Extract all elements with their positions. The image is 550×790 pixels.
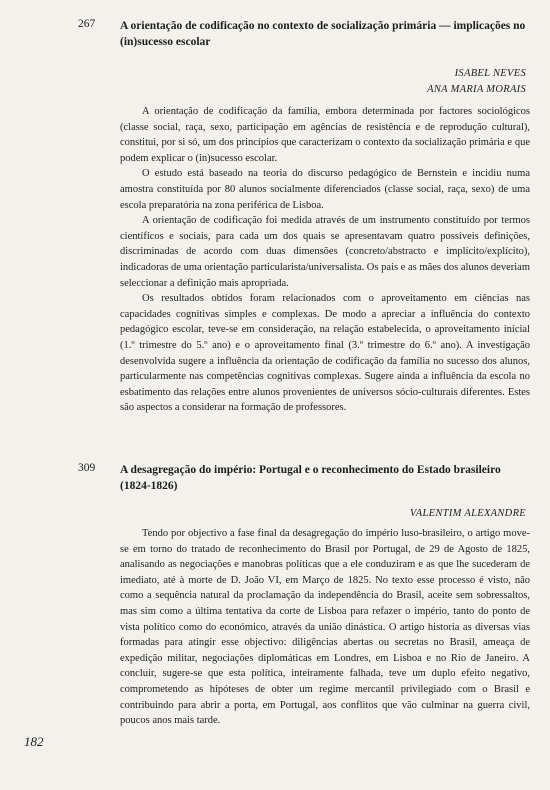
author-name: VALENTIM ALEXANDRE bbox=[409, 508, 526, 519]
abstract-paragraph: A orientação de codificação foi medida através de um instrumento constituído por termos científicos e sociais, para cada um dos quais se apresentavam quatro possíveis definições, discriminadas de acordo com duas dimensões (concreto/abstracto e implícito/explícito), indicadoras de uma orientação particularista/universalista. Os pais e as mães dos alunos deveriam seleccionar a definição mais apropriada. bbox=[120, 215, 530, 289]
page-number: 182 bbox=[24, 734, 44, 749]
author-name: ISABEL NEVES bbox=[454, 68, 526, 79]
entry-title: A desagregação do império: Portugal e o reconhecimento do Estado brasileiro (1824-1826) bbox=[120, 464, 501, 492]
entry-abstract bbox=[120, 526, 530, 729]
entry-abstract bbox=[120, 104, 530, 416]
abstract-paragraph: O estudo está baseado na teoria do discurso pedagógico de Bernstein e incidiu numa amostra constituída por 80 alunos socialmente diferenciados (classe social, raça, sexo) de uma escola preparatória na zona periférica de Lisboa. bbox=[120, 168, 530, 211]
entry-title: A orientação de codificação no contexto de socialização primária — implicações no (in)sucesso escolar bbox=[120, 20, 526, 48]
abstract-paragraph: Tendo por objectivo a fase final da desagregação do império luso-brasileiro, o artigo move-se em torno do tratado de reconhecimento do Brasil por Portugal, de 29 de Agosto de 1825, analisando as negociações e manobras políticas que a ele conduziram e as que lhe sucederam de imediato, até à morte de D. João VI, em Março de 1825. No texto esse processo é visto, não como a sequência natural da proclamação da independência do Brasil, aceite sem sobressaltos, mas sim como a última tentativa da corte de Lisboa para refazer o império, tanto do ponto de vista político como do económico, através da união dinástica. O artigo historia as diversas vias formadas para atingir esse objectivo: diligências abertas ou secretas no Brasil, ameaça de expedição militar, negociações diplomáticas em Londres, em Lisboa e no Rio de Janeiro. A concluir, sugere-se que esta política, inteiramente falhada, teve um duplo efeito negativo, comprometendo as hipóteses de obter um regime mercantil privilegiado com o Brasil e contribuindo para abrir a porta, em Portugal, aos conflitos que vão culminar na guerra civil, poucos anos mais tarde. bbox=[120, 528, 530, 727]
entry-number: 267 bbox=[78, 18, 96, 30]
author-name: ANA MARIA MORAIS bbox=[427, 84, 526, 95]
entry-number: 309 bbox=[78, 462, 96, 474]
abstract-paragraph: A orientação de codificação da família, embora determinada por factores sociológicos (classe social, raça, sexo, participação em agências de resistência e de reprodução cultural), constitui, por si só, um dos princípios que caracterizam o contexto da socialização primária e que podem explicar o (in)sucesso escolar. bbox=[120, 106, 530, 164]
abstract-paragraph: Os resultados obtidos foram relacionados com o aproveitamento em ciências nas capacidades cognitivas simples e complexas. De modo a apreciar a influência do contexto pedagógico escolar, teve-se em consideração, na relação estabelecida, o aproveitamento inicial (1.º trimestre do 5.º ano) e o aproveitamento final (3.º trimestre do 6.º ano). A investigação desenvolvida sugere a influência da orientação de codificação da família no sucesso dos alunos, particularmente nas competências cognitivas complexas. Sugere ainda a influência da escola no esbatimento das relações entre alunos provenientes de universos sócio-culturais diferentes. Estes são aspectos a considerar na formação de professores. bbox=[120, 293, 530, 414]
